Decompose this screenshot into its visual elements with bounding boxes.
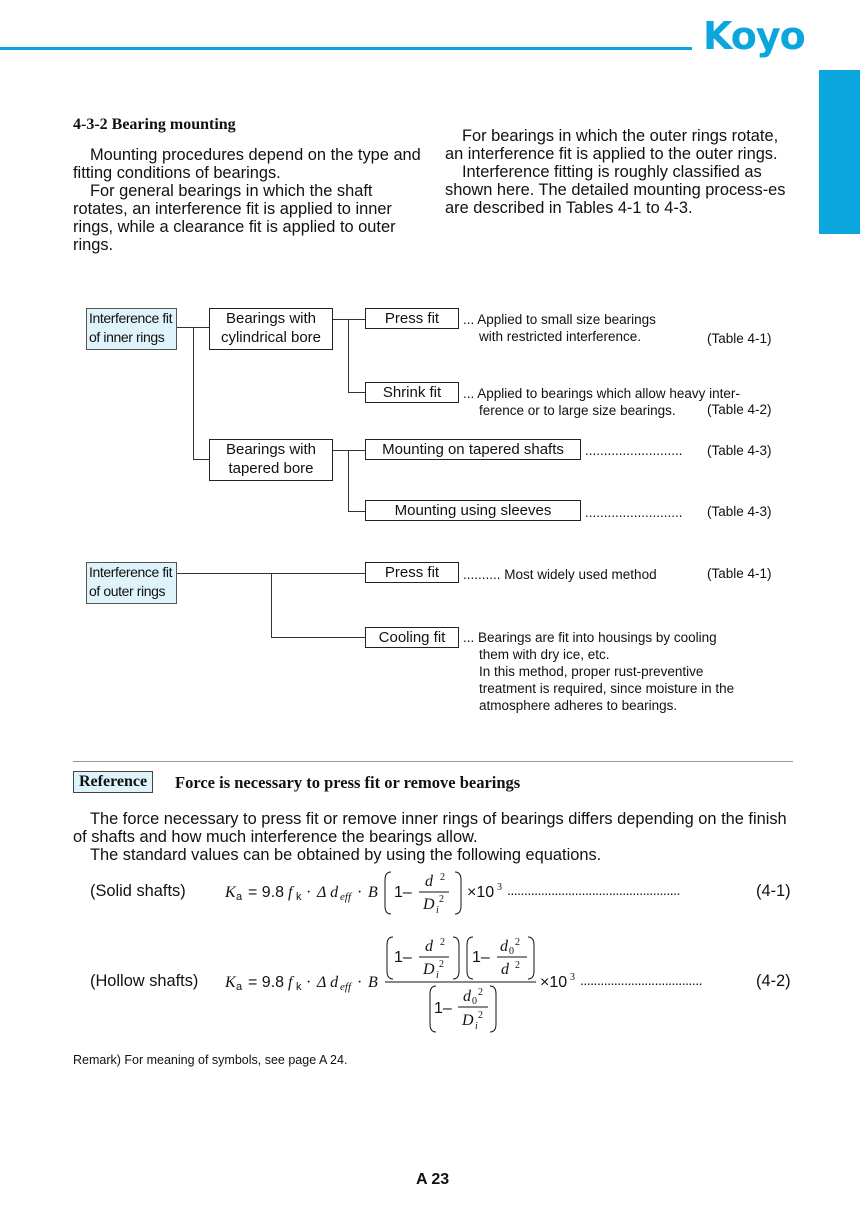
equation-4-2 [224, 937, 575, 1032]
section-heading: 4-3-2 Bearing mounting [73, 116, 236, 133]
svg-text:k: k [296, 981, 302, 993]
box-tapered-shafts: Mounting on tapered shafts [365, 439, 581, 460]
box-label: Bearings with [225, 441, 317, 458]
svg-text:= 9.8: = 9.8 [248, 974, 285, 991]
svg-text:0: 0 [472, 996, 477, 1007]
svg-text:f: f [288, 974, 293, 991]
svg-text:·: · [357, 974, 363, 991]
eq1-dots: ................................................... [507, 882, 680, 898]
note-line: ... Bearings are fit into housings by cooling [463, 630, 717, 645]
box-shrink-fit: Shrink fit [365, 382, 459, 403]
note-line: them with dry ice, etc. [479, 647, 610, 662]
svg-text:D: D [423, 961, 435, 978]
svg-text:a: a [236, 891, 243, 903]
svg-text:2: 2 [439, 894, 444, 905]
svg-text:2: 2 [478, 987, 483, 998]
note-line: with restricted interference. [479, 329, 642, 344]
box-label: Interference fit [89, 564, 173, 580]
svg-text:d: d [500, 938, 508, 955]
table-ref: (Table 4-1) [707, 566, 772, 581]
koyo-logo: Koyo [703, 14, 805, 58]
box-label: of inner rings [89, 329, 165, 345]
eq2-dots: .................................... [580, 972, 703, 988]
svg-text:i: i [436, 970, 439, 981]
svg-text:i: i [475, 1021, 478, 1032]
note-line: ... Applied to bearings which allow heavy inter- [463, 386, 740, 401]
table-ref: (Table 4-2) [707, 402, 772, 417]
paragraph: For general bearings in which the shaft rotates, an interference fit is applied to inner rings, while a clearance fit is applied to outer rings. [73, 182, 396, 254]
svg-text:·: · [306, 884, 312, 901]
svg-text:×10: ×10 [540, 974, 568, 991]
svg-text:2: 2 [478, 1010, 483, 1021]
svg-text:K: K [225, 974, 236, 991]
box-cooling-fit: Cooling fit [365, 627, 459, 648]
remark-text: Remark) For meaning of symbols, see page A 24. [73, 1053, 348, 1067]
svg-text:1–: 1– [434, 1000, 452, 1017]
box-press-fit-outer: Press fit [365, 562, 459, 583]
note-line: ference or to large size bearings. [479, 403, 676, 418]
reference-badge: Reference [73, 771, 153, 793]
svg-text:B: B [368, 974, 378, 991]
svg-text:1–: 1– [394, 949, 412, 966]
box-label: Bearings with [225, 310, 317, 327]
svg-text:D: D [423, 896, 435, 913]
svg-text:eff: eff [340, 891, 351, 903]
svg-text:f: f [288, 884, 293, 901]
paragraph: The force necessary to press fit or remove inner rings of bearings differs depending on the finish of shafts and how much interference the bearings allow. [73, 810, 787, 846]
box-label: Interference fit [89, 310, 173, 326]
svg-text:a: a [236, 981, 243, 993]
note-line: treatment is required, since moisture in the [479, 681, 735, 696]
svg-text:Δ d: Δ d [317, 884, 339, 901]
eq2-label: (Hollow shafts) [90, 972, 199, 990]
svg-text:d: d [425, 873, 433, 890]
note-tapered-dots: .......................... [585, 443, 683, 458]
paragraph: Mounting procedures depend on the type and fitting conditions of bearings. [73, 146, 421, 182]
box-label: tapered bore [228, 460, 314, 477]
svg-text:K: K [225, 884, 236, 901]
paragraph: For bearings in which the outer rings rotate, an interference fit is applied to the outer rings. [445, 127, 779, 163]
box-label: of outer rings [89, 583, 166, 599]
svg-text:×10: ×10 [467, 884, 495, 901]
svg-text:2: 2 [515, 937, 520, 948]
reference-title: Force is necessary to press fit or remove bearings [175, 773, 521, 792]
box-sleeves: Mounting using sleeves [365, 500, 581, 521]
note-line: ... Applied to small size bearings [463, 312, 656, 327]
svg-text:d: d [463, 988, 471, 1005]
eq1-number: (4-1) [756, 882, 791, 900]
svg-text:3: 3 [570, 972, 575, 983]
svg-text:·: · [357, 884, 363, 901]
eq2-number: (4-2) [756, 972, 791, 990]
svg-text:1–: 1– [472, 949, 490, 966]
svg-text:2: 2 [515, 960, 520, 971]
svg-text:0: 0 [509, 946, 514, 957]
svg-text:eff: eff [340, 981, 351, 993]
svg-text:d: d [501, 961, 509, 978]
page-number: A 23 [416, 1171, 450, 1188]
note-press-fit-outer: .......... Most widely used method [463, 567, 657, 582]
box-label: cylindrical bore [220, 329, 322, 346]
svg-text:Δ d: Δ d [317, 974, 339, 991]
svg-text:2: 2 [440, 872, 445, 883]
table-ref: (Table 4-3) [707, 443, 772, 458]
svg-text:k: k [296, 891, 302, 903]
table-ref: (Table 4-3) [707, 504, 772, 519]
note-sleeves-dots: .......................... [585, 505, 683, 520]
svg-text:3: 3 [497, 882, 502, 893]
paragraph: The standard values can be obtained by using the following equations. [90, 846, 602, 864]
svg-text:D: D [462, 1012, 474, 1029]
box-press-fit-inner: Press fit [365, 308, 459, 329]
note-line: atmosphere adheres to bearings. [479, 698, 678, 713]
svg-text:d: d [425, 938, 433, 955]
svg-text:= 9.8: = 9.8 [248, 884, 285, 901]
paragraph: Interference fitting is roughly classified as shown here. The detailed mounting process-es are described in Tables 4-1 to 4-3. [445, 163, 786, 217]
svg-text:·: · [306, 974, 312, 991]
svg-text:2: 2 [439, 959, 444, 970]
svg-text:B: B [368, 884, 378, 901]
svg-text:2: 2 [440, 937, 445, 948]
svg-text:1–: 1– [394, 884, 412, 901]
table-ref: (Table 4-1) [707, 331, 772, 346]
eq1-label: (Solid shafts) [90, 882, 186, 900]
note-line: In this method, proper rust-preventive [479, 664, 704, 679]
svg-text:i: i [436, 905, 439, 916]
equation-4-1 [224, 872, 502, 916]
